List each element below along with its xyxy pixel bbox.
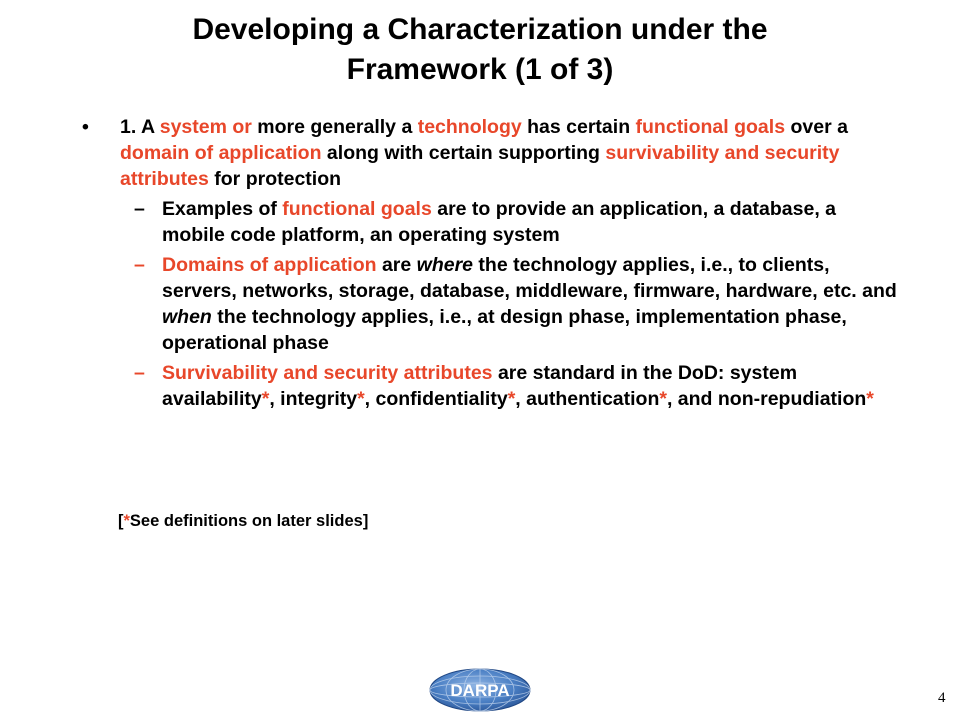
title-line-1: Developing a Characterization under the bbox=[192, 13, 768, 46]
darpa-globe-icon bbox=[428, 667, 532, 713]
bullet-item-1 bbox=[82, 114, 902, 192]
bullet-text: 1. A bbox=[120, 116, 160, 138]
bullet-text: along with certain supporting bbox=[321, 142, 606, 164]
bullet-text: for protection bbox=[208, 168, 342, 190]
darpa-logo bbox=[428, 667, 532, 713]
asterisk: * bbox=[659, 388, 667, 410]
sub-text: are to provide an application, a database, a mobile code platform, an operating system bbox=[162, 198, 837, 246]
title-line-2: Framework (1 of 3) bbox=[346, 53, 614, 86]
sub-text: the technology applies, i.e., to clients, servers, networks, storage, database, middleware, firmware, hardware, etc. and bbox=[162, 254, 897, 302]
slide-title bbox=[0, 10, 960, 90]
dash-marker: – bbox=[134, 362, 145, 384]
sub-text: , confidentiality bbox=[364, 388, 508, 410]
asterisk: * bbox=[261, 388, 270, 410]
note-text: See definitions on later slides bbox=[129, 512, 363, 530]
highlight-survivability-security: survivability and security attributes bbox=[120, 142, 840, 190]
sub-bullet-functional-goals bbox=[82, 196, 902, 248]
bullet-text: more generally a bbox=[251, 116, 418, 138]
sub-text: , integrity bbox=[269, 388, 358, 410]
asterisk: * bbox=[866, 388, 874, 410]
emphasis-when: when bbox=[162, 306, 212, 328]
sub-text: the technology applies, i.e., at design phase, implementation phase, operational phase bbox=[162, 306, 847, 354]
page-number: 4 bbox=[938, 690, 946, 706]
bracket-open: [ bbox=[118, 512, 124, 530]
emphasis-where: where bbox=[416, 254, 474, 276]
definitions-note bbox=[118, 512, 368, 531]
sub-text: are bbox=[376, 254, 417, 276]
sub-bullet-domains bbox=[82, 252, 902, 356]
highlight-domains-of-application: Domains of application bbox=[162, 254, 377, 276]
sub-text: , and non-repudiation bbox=[666, 388, 867, 410]
bullet-text: has certain bbox=[521, 116, 636, 138]
asterisk: * bbox=[357, 388, 365, 410]
dash-marker: – bbox=[134, 198, 145, 220]
asterisk: * bbox=[507, 388, 516, 410]
highlight-functional-goals: functional goals bbox=[282, 198, 432, 220]
bullet-marker: • bbox=[82, 116, 89, 138]
slide-body bbox=[82, 114, 902, 416]
dash-marker: – bbox=[134, 254, 145, 276]
asterisk: * bbox=[123, 512, 130, 530]
highlight-technology: technology bbox=[417, 116, 522, 138]
sub-bullet-attributes bbox=[82, 360, 902, 412]
highlight-system-or: system or bbox=[159, 116, 252, 138]
highlight-functional-goals: functional goals bbox=[635, 116, 786, 138]
sub-text: Examples of bbox=[162, 198, 283, 220]
sub-text: are standard in the DoD: system availability bbox=[162, 362, 798, 410]
highlight-survivability-security: Survivability and security attributes bbox=[162, 362, 493, 384]
highlight-domain-of-application: domain of application bbox=[120, 142, 322, 164]
sub-text: , authentication bbox=[515, 388, 660, 410]
bracket-close: ] bbox=[362, 512, 369, 530]
bullet-text: over a bbox=[785, 116, 848, 138]
logo-text: DARPA bbox=[450, 681, 510, 700]
